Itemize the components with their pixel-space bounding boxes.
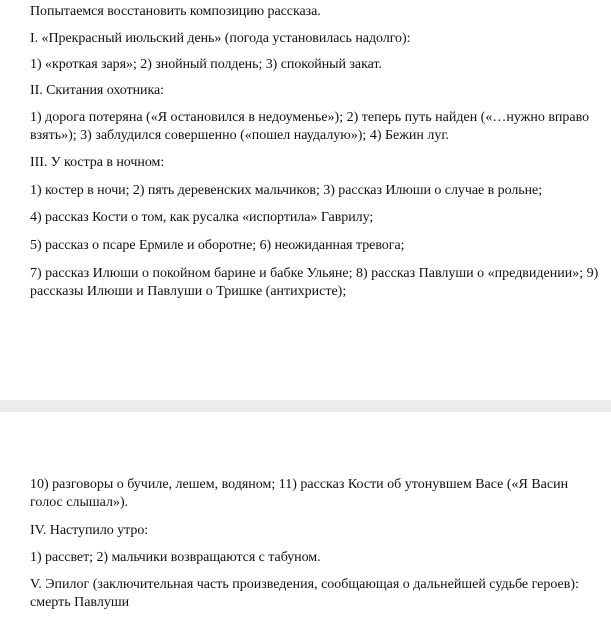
part2-heading: II. Скитания охотника: [30,83,165,98]
document-page-2 [0,412,611,632]
part1-heading: I. «Прекрасный июльский день» (погода установилась надолго): [30,31,411,46]
part3-line-4: 7) рассказ Илюши о покойном барине и бабке Ульяне; 8) рассказ Павлуши о «предвидении»; 9) рассказы Илюши и Павлуши о Тришке (антихристе); [30,266,599,299]
part3-line-1: 1) костер в ночи; 2) пять деревенских мальчиков; 3) рассказ Илюши о случае в рольне; [30,183,543,198]
part3-line-2: 4) рассказ Кости о том, как русалка «испортила» Гаврилу; [30,210,374,225]
part3-line-3: 5) рассказ о псаре Ермиле и оборотне; 6) неожиданная тревога; [30,238,405,253]
intro-text: Попытаемся восстановить композицию рассказа. [30,4,321,19]
part3-continuation: 10) разговоры о бучиле, лешем, водяном; 11) рассказ Кости об утонувшем Васе («Я Васин голос слышал»). [30,477,569,510]
part4-heading: IV. Наступило утро: [30,523,149,538]
part1-items: 1) «кроткая заря»; 2) знойный полдень; 3) спокойный закат. [30,57,382,72]
part5-epilogue: V. Эпилог (заключительная часть произведения, сообщающая о дальнейшей судьбе героев): смерть Павлуши [30,577,579,610]
part3-heading: III. У костра в ночном: [30,155,165,170]
part4-items: 1) рассвет; 2) мальчики возвращаются с табуном. [30,550,321,565]
page-separator [0,400,611,412]
part2-items: 1) дорога потеряна («Я остановился в недоуменье»); 2) теперь путь найден («…нужно вправо взять»); 3) заблудился совершенно («пошел наудалую»); 4) Бежин луг. [30,110,590,143]
